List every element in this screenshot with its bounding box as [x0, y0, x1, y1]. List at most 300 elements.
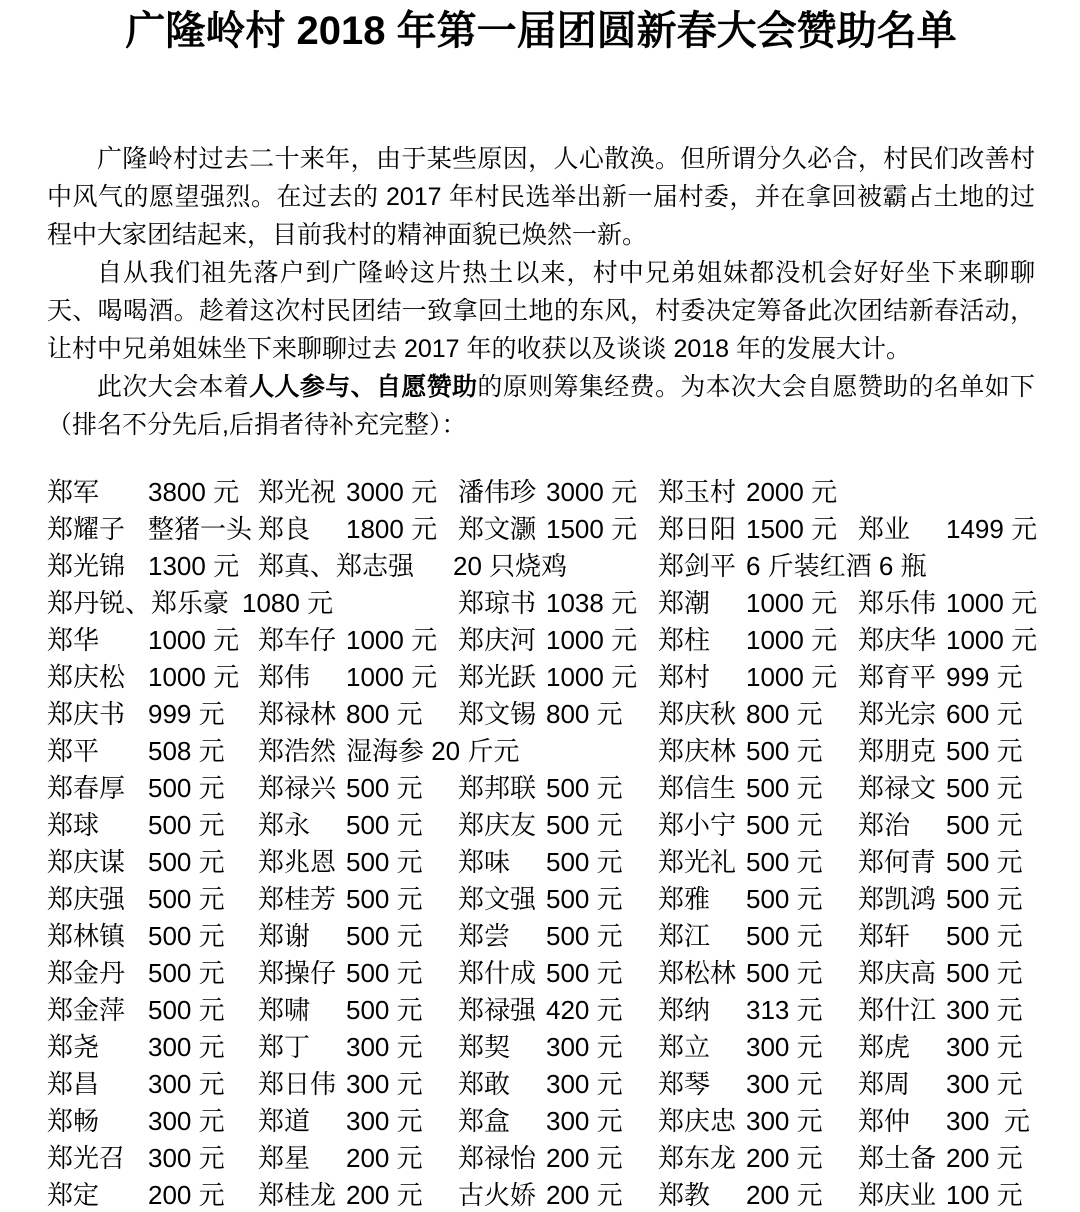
donor-name: 郑庆河 — [458, 625, 537, 655]
donor-entry — [858, 990, 1035, 1027]
donor-name: 郑轩 — [858, 921, 911, 951]
donor-entry — [658, 546, 1035, 583]
donor-entry — [658, 472, 858, 509]
donor-name: 郑信生 — [658, 773, 737, 803]
donor-entry — [258, 768, 458, 805]
donor-amount: 300 元 — [746, 1106, 823, 1136]
donor-amount: 420 元 — [546, 995, 623, 1025]
donor-amount: 500 元 — [148, 773, 225, 803]
donor-entry — [258, 546, 658, 583]
donor-amount: 500 元 — [946, 773, 1023, 803]
donor-entry — [258, 1175, 458, 1212]
donor-name: 郑立 — [658, 1032, 711, 1062]
donor-name: 郑纳 — [658, 995, 711, 1025]
donor-row — [47, 990, 1035, 1027]
donor-entry — [858, 805, 1035, 842]
donor-name: 郑小宁 — [658, 810, 737, 840]
donor-row — [47, 546, 1035, 583]
donor-name: 郑昌 — [47, 1069, 100, 1099]
document-page — [0, 6, 1080, 1212]
donor-name: 郑华 — [47, 625, 100, 655]
donor-name: 郑操仔 — [258, 958, 337, 988]
donor-name: 郑光锦 — [47, 551, 126, 581]
donor-entry — [658, 1101, 858, 1138]
donor-name: 郑庆高 — [858, 958, 937, 988]
donor-entry — [858, 620, 1038, 657]
donor-entry — [858, 657, 1035, 694]
donor-name: 郑文灏 — [458, 514, 537, 544]
donor-entry — [47, 546, 258, 583]
donor-row — [47, 768, 1035, 805]
donor-amount: 500 元 — [746, 921, 823, 951]
donor-amount: 整猪一头 — [148, 514, 253, 544]
donor-amount: 500 元 — [346, 810, 423, 840]
donor-row — [47, 694, 1035, 731]
donor-entry — [458, 694, 658, 731]
donor-name: 郑东龙 — [658, 1143, 737, 1173]
donor-amount: 300 元 — [946, 1032, 1023, 1062]
donor-amount: 600 元 — [946, 699, 1023, 729]
donor-entry — [858, 879, 1035, 916]
donor-entry — [658, 916, 858, 953]
donor-name: 郑丁 — [258, 1032, 311, 1062]
donor-entry — [47, 768, 258, 805]
donor-name: 郑什成 — [458, 958, 537, 988]
donor-amount: 500 元 — [746, 958, 823, 988]
donor-name: 郑光召 — [47, 1143, 126, 1173]
donor-entry — [258, 805, 458, 842]
donor-entry — [658, 694, 858, 731]
donor-entry — [858, 842, 1035, 879]
donor-amount: 1000 元 — [148, 662, 240, 692]
donor-name: 郑味 — [458, 847, 511, 877]
donor-entry — [658, 953, 858, 990]
donor-entry — [458, 916, 658, 953]
donor-entry — [458, 509, 658, 546]
donor-amount: 500 元 — [546, 921, 623, 951]
donor-name: 郑尝 — [458, 921, 511, 951]
donor-entry — [658, 583, 858, 620]
donor-amount: 500 元 — [546, 884, 623, 914]
donor-name: 郑庆林 — [658, 736, 737, 766]
page-title: 广隆岭村 2018 年第一届团圆新春大会赞助名单 — [125, 9, 957, 53]
donor-name: 郑光宗 — [858, 699, 937, 729]
donor-amount: 200 元 — [148, 1180, 225, 1210]
donor-name: 郑兆恩 — [258, 847, 337, 877]
donor-amount: 500 元 — [546, 847, 623, 877]
donor-amount: 1000 元 — [148, 625, 240, 655]
donor-name: 郑平 — [47, 736, 100, 766]
donor-entry — [258, 879, 458, 916]
donor-amount: 500 元 — [346, 921, 423, 951]
donor-name: 郑真、郑志强 — [258, 551, 415, 581]
donor-amount: 1300 元 — [148, 551, 240, 581]
donor-amount: 500 元 — [546, 810, 623, 840]
donor-name: 郑畅 — [47, 1106, 100, 1136]
donor-entry — [47, 472, 258, 509]
donor-amount: 1000 元 — [746, 625, 838, 655]
donor-name: 郑敢 — [458, 1069, 511, 1099]
donor-amount: 500 元 — [746, 884, 823, 914]
donor-entry — [258, 1138, 458, 1175]
donor-name: 郑车仔 — [258, 625, 337, 655]
donor-entry — [458, 879, 658, 916]
donor-name: 郑庆友 — [458, 810, 537, 840]
donor-name: 郑江 — [658, 921, 711, 951]
donor-name: 郑剑平 — [658, 551, 737, 581]
donor-name: 郑丹锐、郑乐豪 — [47, 588, 230, 618]
donor-name: 郑浩然 — [258, 736, 337, 766]
donor-entry — [47, 509, 258, 546]
donor-amount: 500 元 — [346, 773, 423, 803]
donor-row — [47, 805, 1035, 842]
donor-name: 郑永 — [258, 810, 311, 840]
donor-entry — [858, 509, 1038, 546]
donor-entry — [458, 1175, 658, 1212]
donor-name: 郑耀子 — [47, 514, 126, 544]
donor-amount: 200 元 — [746, 1143, 823, 1173]
donor-amount: 1000 元 — [546, 662, 638, 692]
donor-entry — [658, 620, 858, 657]
donor-row — [47, 472, 1035, 509]
donor-entry — [858, 1101, 1035, 1138]
donor-entry — [258, 509, 458, 546]
donor-name: 郑朋克 — [858, 736, 937, 766]
donor-amount: 508 元 — [148, 736, 225, 766]
donor-row — [47, 657, 1035, 694]
donor-name: 古火娇 — [458, 1180, 537, 1210]
donor-name: 郑玉村 — [658, 477, 737, 507]
donor-row — [47, 953, 1035, 990]
donor-name: 郑光礼 — [658, 847, 737, 877]
donor-entry — [658, 657, 858, 694]
donor-amount: 500 元 — [946, 921, 1023, 951]
donor-row — [47, 842, 1035, 879]
donor-name: 郑文强 — [458, 884, 537, 914]
donor-entry — [458, 620, 658, 657]
paragraph-history: 广隆岭村过去二十来年，由于某些原因，人心散涣。但所谓分久必合，村民们改善村中风气的愿望强烈。在过去的 2017 年村民选举出新一届村委，并在拿回被霸占土地的过程中大家团结起来，目前我村的精神面貌已焕然一新。 — [47, 145, 1035, 249]
donor-name: 郑庆业 — [858, 1180, 937, 1210]
donor-amount: 300 元 — [746, 1032, 823, 1062]
donor-amount: 313 元 — [746, 995, 823, 1025]
donor-name: 郑禄怡 — [458, 1143, 537, 1173]
donor-entry — [47, 990, 258, 1027]
donor-amount: 300 元 — [546, 1032, 623, 1062]
donor-entry — [47, 583, 458, 620]
donor-entry — [458, 768, 658, 805]
donor-amount: 1000 元 — [346, 662, 438, 692]
donor-entry — [47, 1064, 258, 1101]
donor-name: 郑仲 — [858, 1106, 911, 1136]
donor-amount: 1000 元 — [946, 625, 1038, 655]
donor-amount: 500 元 — [148, 921, 225, 951]
donor-amount: 300 元 — [746, 1069, 823, 1099]
donor-name: 郑军 — [47, 477, 100, 507]
donor-amount: 500 元 — [148, 847, 225, 877]
donor-entry — [858, 731, 1035, 768]
donor-entry — [458, 472, 658, 509]
donor-entry — [458, 1027, 658, 1064]
paragraph-principle-suffix: 的原则筹集经费。为本次大会自愿赞助的名单如下（排名不分先后,后捐者待补充完整）： — [47, 373, 1035, 439]
donor-amount: 500 元 — [746, 736, 823, 766]
donor-entry — [658, 990, 858, 1027]
donor-amount: 999 元 — [148, 699, 225, 729]
donor-entry — [858, 1027, 1035, 1064]
donor-entry — [858, 1138, 1035, 1175]
donor-entry — [458, 990, 658, 1027]
donor-amount: 500 元 — [346, 958, 423, 988]
donor-name: 郑光跃 — [458, 662, 537, 692]
donor-entry — [258, 990, 458, 1027]
donor-name: 郑林镇 — [47, 921, 126, 951]
donor-entry — [47, 842, 258, 879]
donor-entry — [658, 1064, 858, 1101]
donor-amount: 3000 元 — [346, 477, 438, 507]
donor-amount: 100 元 — [946, 1180, 1023, 1210]
donor-amount: 200 元 — [946, 1143, 1023, 1173]
donor-amount: 1000 元 — [946, 588, 1038, 618]
donor-name: 郑何青 — [858, 847, 937, 877]
donor-row — [47, 1064, 1035, 1101]
donor-entry — [458, 583, 658, 620]
donor-amount: 500 元 — [746, 847, 823, 877]
donor-amount: 500 元 — [346, 995, 423, 1025]
donor-name: 郑啸 — [258, 995, 311, 1025]
donor-entry — [658, 1175, 858, 1212]
donor-amount: 1500 元 — [546, 514, 638, 544]
donor-amount: 500 元 — [346, 884, 423, 914]
donor-amount: 6 斤装红酒 6 瓶 — [746, 551, 927, 581]
donor-entry — [458, 1101, 658, 1138]
donor-row — [47, 620, 1038, 657]
donor-name: 郑金丹 — [47, 958, 126, 988]
donor-name: 郑虎 — [858, 1032, 911, 1062]
donor-name: 郑村 — [658, 662, 711, 692]
donor-amount: 200 元 — [546, 1180, 623, 1210]
donor-entry — [858, 916, 1035, 953]
donor-entry — [47, 879, 258, 916]
donor-row — [47, 1101, 1035, 1138]
donor-amount: 300 元 — [546, 1069, 623, 1099]
donor-name: 郑谢 — [258, 921, 311, 951]
donor-entry — [258, 953, 458, 990]
donor-name: 郑业 — [858, 514, 911, 544]
donor-amount: 1500 元 — [746, 514, 838, 544]
donor-amount: 300 元 — [946, 1069, 1023, 1099]
donor-amount: 20 只烧鸡 — [453, 551, 568, 581]
donor-entry — [47, 953, 258, 990]
donor-name: 郑伟 — [258, 662, 311, 692]
donor-entry — [658, 842, 858, 879]
donor-name: 郑契 — [458, 1032, 511, 1062]
paragraph-principle — [47, 368, 1035, 444]
donor-name: 郑庆书 — [47, 699, 126, 729]
donor-name: 郑庆忠 — [658, 1106, 737, 1136]
donor-name: 郑什江 — [858, 995, 937, 1025]
donor-entry — [458, 953, 658, 990]
donor-amount: 200 元 — [546, 1143, 623, 1173]
donor-entry — [658, 1027, 858, 1064]
donor-row — [47, 916, 1035, 953]
donor-amount: 1800 元 — [346, 514, 438, 544]
donor-amount: 999 元 — [946, 662, 1023, 692]
donor-amount: 3800 元 — [148, 477, 240, 507]
donor-name: 郑光祝 — [258, 477, 337, 507]
donor-amount: 300 元 — [148, 1106, 225, 1136]
donor-amount: 500 元 — [148, 810, 225, 840]
donor-name: 郑日阳 — [658, 514, 737, 544]
donor-amount: 500 元 — [746, 810, 823, 840]
donor-amount: 200 元 — [746, 1180, 823, 1210]
donor-entry — [47, 620, 258, 657]
donor-name: 郑良 — [258, 514, 311, 544]
donor-amount: 500 元 — [946, 884, 1023, 914]
donor-amount: 500 元 — [546, 773, 623, 803]
donor-list — [47, 472, 1038, 1212]
donor-name: 郑桂龙 — [258, 1180, 337, 1210]
donor-row — [47, 1138, 1035, 1175]
donor-entry — [458, 657, 658, 694]
donor-entry — [858, 768, 1035, 805]
donor-entry — [658, 1138, 858, 1175]
donor-amount: 800 元 — [346, 699, 423, 729]
donor-name: 郑金萍 — [47, 995, 126, 1025]
donor-name: 潘伟珍 — [458, 477, 537, 507]
donor-entry — [47, 657, 258, 694]
donor-entry — [47, 916, 258, 953]
donor-row — [47, 879, 1035, 916]
donor-name: 郑庆秋 — [658, 699, 737, 729]
donor-row — [47, 1027, 1035, 1064]
donor-amount: 300 元 — [546, 1106, 623, 1136]
paragraph-principle-prefix: 此次大会本着 — [97, 373, 250, 401]
donor-name: 郑禄兴 — [258, 773, 337, 803]
donor-entry — [258, 1027, 458, 1064]
donor-entry — [458, 842, 658, 879]
donor-name: 郑土备 — [858, 1143, 937, 1173]
donor-amount: 200 元 — [346, 1143, 423, 1173]
donor-name: 郑琴 — [658, 1069, 711, 1099]
donor-name: 郑乐伟 — [858, 588, 937, 618]
donor-name: 郑庆谋 — [47, 847, 126, 877]
donor-row — [47, 731, 1035, 768]
donor-name: 郑育平 — [858, 662, 937, 692]
donor-amount: 300 元 — [148, 1143, 225, 1173]
donor-name: 郑雅 — [658, 884, 711, 914]
donor-amount: 1080 元 — [242, 588, 334, 618]
donor-entry — [658, 768, 858, 805]
donor-name: 郑治 — [858, 810, 911, 840]
donor-name: 郑禄文 — [858, 773, 937, 803]
donor-amount: 800 元 — [746, 699, 823, 729]
donor-amount: 300 元 — [346, 1069, 423, 1099]
donor-amount: 200 元 — [346, 1180, 423, 1210]
donor-entry — [47, 694, 258, 731]
donor-entry — [658, 731, 858, 768]
donor-amount: 300 元 — [946, 1106, 1030, 1136]
donor-name: 郑教 — [658, 1180, 711, 1210]
donor-amount: 500 元 — [148, 884, 225, 914]
donor-entry — [47, 1101, 258, 1138]
donor-amount: 500 元 — [946, 736, 1023, 766]
donor-name: 郑柱 — [658, 625, 711, 655]
donor-entry — [47, 731, 258, 768]
donor-entry — [258, 472, 458, 509]
donor-entry — [47, 1027, 258, 1064]
donor-entry — [47, 1175, 258, 1212]
donor-entry — [258, 842, 458, 879]
donor-amount: 湿海参 20 斤元 — [346, 736, 520, 766]
donor-name: 郑琼书 — [458, 588, 537, 618]
donor-name: 郑尧 — [47, 1032, 100, 1062]
donor-name: 郑潮 — [658, 588, 711, 618]
paragraph-principle-bold: 人人参与、自愿赞助 — [249, 373, 478, 401]
donor-amount: 500 元 — [946, 810, 1023, 840]
donor-entry — [858, 953, 1035, 990]
donor-amount: 300 元 — [148, 1032, 225, 1062]
donor-name: 郑邦联 — [458, 773, 537, 803]
donor-name: 郑球 — [47, 810, 100, 840]
donor-entry — [258, 731, 658, 768]
donor-amount: 1000 元 — [746, 662, 838, 692]
donor-entry — [858, 694, 1035, 731]
donor-name: 郑春厚 — [47, 773, 126, 803]
donor-entry — [258, 916, 458, 953]
paragraph-background: 自从我们祖先落户到广隆岭这片热土以来，村中兄弟姐妹都没机会好好坐下来聊聊天、喝喝酒。趁着这次村民团结一致拿回土地的东风，村委决定筹备此次团结新春活动，让村中兄弟姐妹坐下来聊聊过去 2017 年的收获以及谈谈 2018 年的发展大计。 — [47, 259, 1035, 363]
donor-amount: 300 元 — [148, 1069, 225, 1099]
donor-amount: 500 元 — [546, 958, 623, 988]
donor-amount: 500 元 — [148, 958, 225, 988]
donor-name: 郑禄强 — [458, 995, 537, 1025]
donor-name: 郑庆华 — [858, 625, 937, 655]
donor-entry — [258, 1064, 458, 1101]
donor-amount: 300 元 — [346, 1106, 423, 1136]
donor-name: 郑星 — [258, 1143, 311, 1173]
donor-row — [47, 583, 1038, 620]
donor-entry — [658, 879, 858, 916]
donor-amount: 300 元 — [946, 995, 1023, 1025]
donor-entry — [458, 805, 658, 842]
donor-name: 郑盒 — [458, 1106, 511, 1136]
donor-amount: 500 元 — [346, 847, 423, 877]
donor-amount: 2000 元 — [746, 477, 838, 507]
donor-entry — [858, 1064, 1035, 1101]
donor-entry — [258, 1101, 458, 1138]
donor-name: 郑周 — [858, 1069, 911, 1099]
donor-entry — [258, 657, 458, 694]
donor-entry — [258, 694, 458, 731]
donor-name: 郑道 — [258, 1106, 311, 1136]
donor-amount: 500 元 — [746, 773, 823, 803]
donor-amount: 800 元 — [546, 699, 623, 729]
donor-name: 郑松林 — [658, 958, 737, 988]
donor-entry — [258, 620, 458, 657]
donor-amount: 1000 元 — [346, 625, 438, 655]
donor-entry — [658, 805, 858, 842]
donor-entry — [858, 583, 1038, 620]
intro-section — [47, 140, 1035, 444]
donor-name: 郑桂芳 — [258, 884, 337, 914]
donor-entry — [458, 1138, 658, 1175]
donor-amount: 1000 元 — [546, 625, 638, 655]
donor-row — [47, 509, 1038, 546]
donor-name: 郑日伟 — [258, 1069, 337, 1099]
donor-amount: 1000 元 — [746, 588, 838, 618]
donor-entry — [658, 509, 858, 546]
donor-name: 郑禄林 — [258, 699, 337, 729]
donor-entry — [858, 1175, 1035, 1212]
donor-row — [47, 1175, 1035, 1212]
